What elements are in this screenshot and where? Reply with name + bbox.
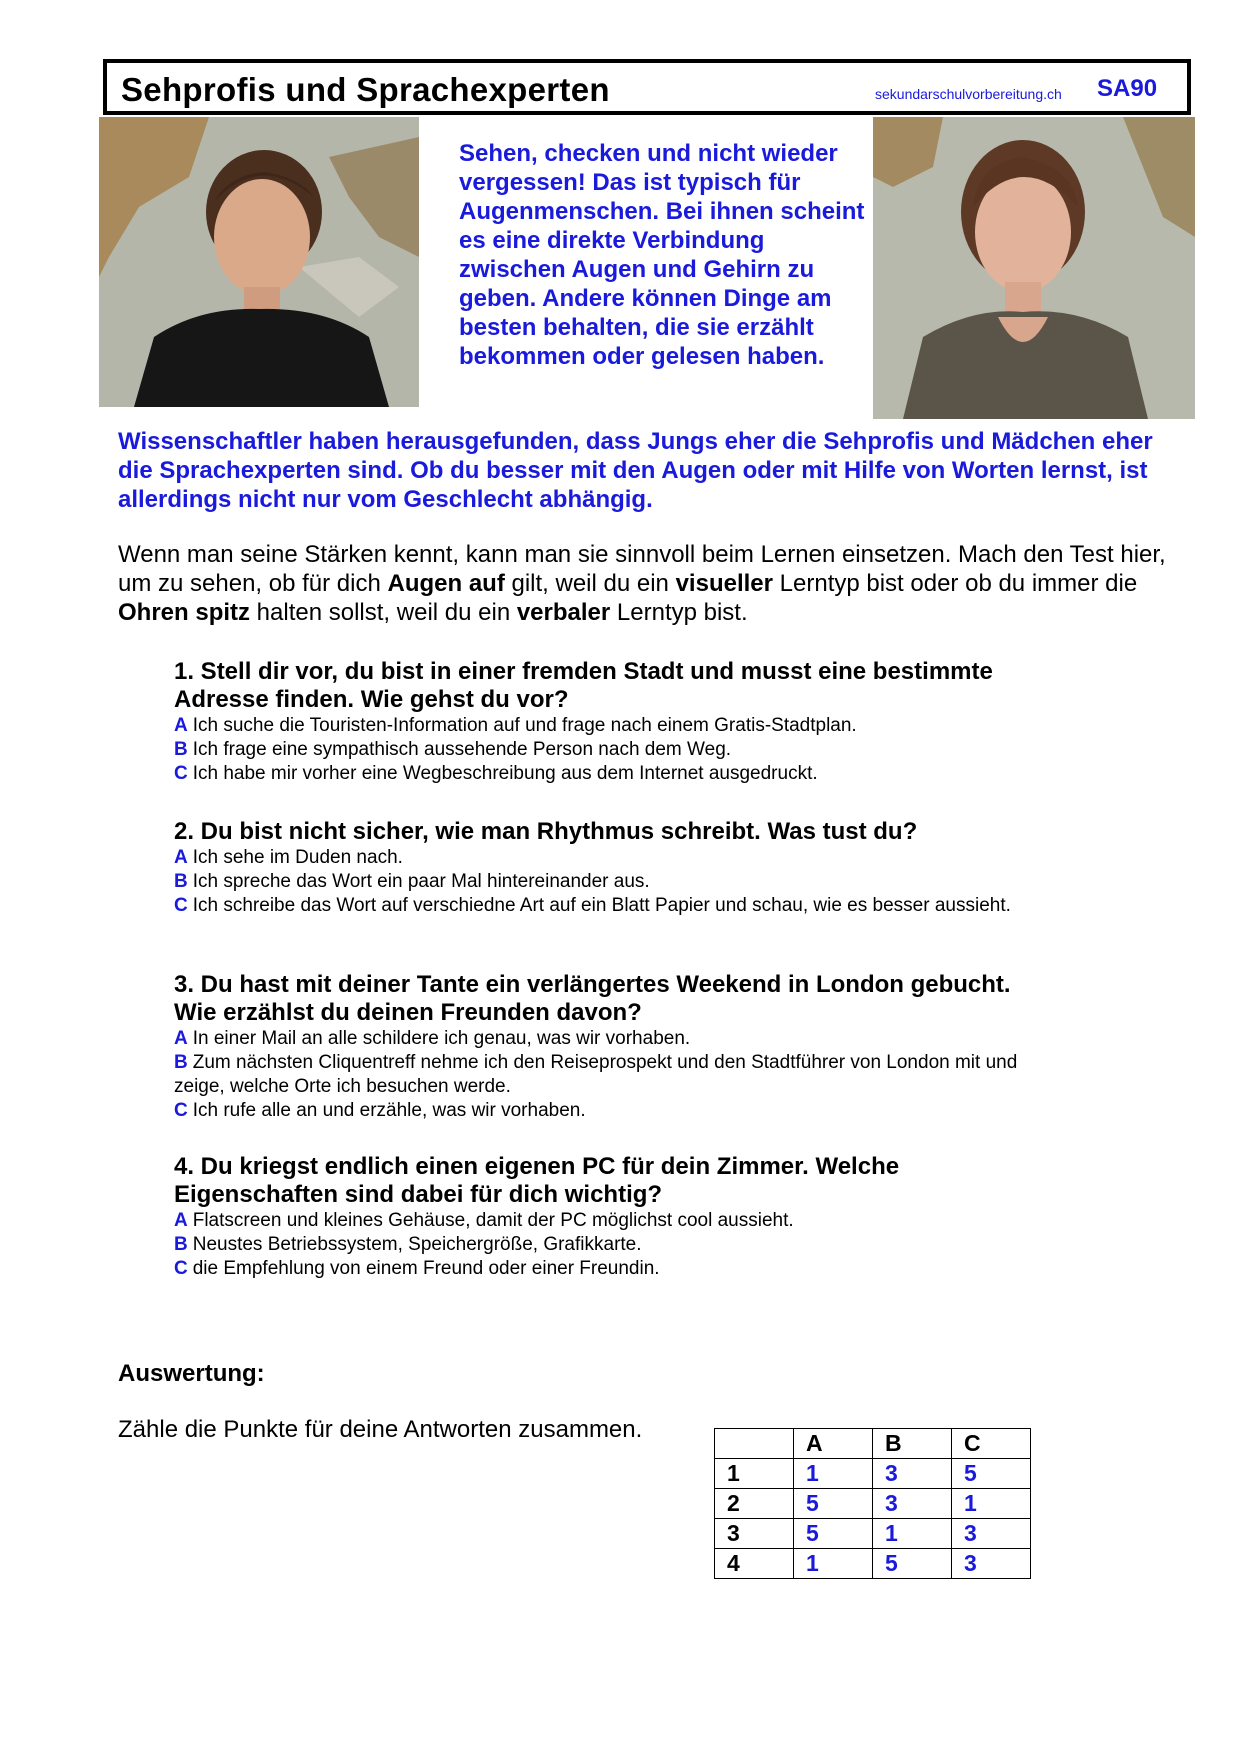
table-header-row [715, 1429, 1031, 1459]
boy-portrait [99, 117, 419, 407]
option-text: Ich rufe alle an und erzähle, was wir vorhaben. [192, 1100, 586, 1121]
body-text-part: Wenn man seine Stärken kennt, kann man sie sinnvoll beim Lernen einsetzen. Mach den Test hier, um zu sehen, ob für dich [118, 541, 1166, 597]
row-label: 2 [715, 1489, 794, 1519]
option-letter: A [174, 847, 188, 868]
answer-option [174, 762, 1034, 786]
page-title: Sehprofis und Sprachexperten [121, 71, 610, 108]
answer-option [174, 846, 1034, 870]
evaluation-instruction: Zähle die Punkte für deine Antworten zusammen. [118, 1416, 643, 1443]
question-1 [174, 658, 1034, 786]
body-text-part: Lerntyp bist. [610, 599, 748, 626]
option-text: Flatscreen und kleines Gehäuse, damit der PC möglichst cool aussieht. [192, 1210, 794, 1231]
body-bold-verbaler: verbaler [516, 599, 611, 626]
body-bold-visueller: visueller [675, 570, 773, 597]
question-title: 2. Du bist nicht sicher, wie man Rhythmus schreibt. Was tust du? [174, 818, 918, 845]
worksheet-code: SA90 [1097, 75, 1158, 102]
table-header-cell: C [952, 1429, 1031, 1459]
body-text-part: Lerntyp bist oder ob du immer die [772, 570, 1138, 597]
question-2 [174, 818, 1034, 918]
option-letter: B [174, 739, 188, 760]
option-letter: A [174, 1210, 188, 1231]
question-3 [174, 971, 1034, 1123]
option-text: Ich suche die Touristen-Information auf und frage nach einem Gratis-Stadtplan. [192, 715, 857, 736]
table-row [715, 1459, 1031, 1489]
option-letter: C [174, 763, 188, 784]
question-title: 3. Du hast mit deiner Tante ein verlängertes Weekend in London gebucht. Wie erzählst du deinen Freunden davon? [174, 971, 1011, 1026]
table-row [715, 1549, 1031, 1579]
answer-option [174, 1051, 1034, 1099]
option-letter: C [174, 895, 188, 916]
option-letter: B [174, 1052, 188, 1073]
answer-option [174, 1209, 1034, 1233]
score-cell: 1 [794, 1549, 873, 1579]
body-bold-augen-auf: Augen auf [387, 570, 505, 597]
score-table [714, 1428, 1031, 1579]
lead-paragraph: Wissenschaftler haben herausgefunden, dass Jungs eher die Sehprofis und Mädchen eher die Sprachexperten sind. Ob du besser mit den Augen oder mit Hilfe von Worten lernst, ist allerdings nicht nur vom Geschlecht abhängig. [118, 428, 1153, 513]
option-text: Ich frage eine sympathisch aussehende Person nach dem Weg. [192, 739, 732, 760]
body-text-part: halten sollst, weil du ein [250, 599, 517, 626]
option-text: Neustes Betriebssystem, Speichergröße, Grafikkarte. [192, 1234, 642, 1255]
option-letter: B [174, 1234, 188, 1255]
option-text: Ich sehe im Duden nach. [192, 847, 403, 868]
option-letter: B [174, 871, 188, 892]
option-text: Ich schreibe das Wort auf verschiedne Art auf ein Blatt Papier und schau, wie es besser aussieht. [192, 895, 1011, 916]
option-text: Ich spreche das Wort ein paar Mal hintereinander aus. [192, 871, 650, 892]
score-cell: 3 [873, 1459, 952, 1489]
score-cell: 3 [952, 1519, 1031, 1549]
answer-option [174, 894, 1034, 918]
score-cell: 3 [952, 1549, 1031, 1579]
answer-option [174, 870, 1034, 894]
girl-portrait [873, 117, 1195, 419]
option-letter: A [174, 715, 188, 736]
table-header-cell [715, 1429, 794, 1459]
option-letter: C [174, 1258, 188, 1279]
answer-option [174, 1233, 1034, 1257]
score-cell: 5 [873, 1549, 952, 1579]
evaluation-heading: Auswertung: [118, 1360, 265, 1387]
score-cell: 1 [952, 1489, 1031, 1519]
row-label: 3 [715, 1519, 794, 1549]
body-bold-ohren-spitz: Ohren spitz [118, 599, 251, 626]
table-header-cell: B [873, 1429, 952, 1459]
score-cell: 3 [873, 1489, 952, 1519]
question-title: 4. Du kriegst endlich einen eigenen PC für dein Zimmer. Welche Eigenschaften sind dabei für dich wichtig? [174, 1153, 900, 1208]
header-box [103, 59, 1191, 115]
question-4 [174, 1153, 1034, 1281]
answer-option [174, 1027, 1034, 1051]
option-letter: A [174, 1028, 188, 1049]
answer-option [174, 1257, 1034, 1281]
table-row [715, 1519, 1031, 1549]
option-text: In einer Mail an alle schildere ich genau, was wir vorhaben. [192, 1028, 691, 1049]
table-row [715, 1489, 1031, 1519]
question-title: 1. Stell dir vor, du bist in einer fremden Stadt und musst eine bestimmte Adresse finden. Wie gehst du vor? [174, 658, 993, 713]
score-cell: 5 [794, 1489, 873, 1519]
body-paragraph [118, 540, 1188, 627]
intro-text: Sehen, checken und nicht wieder vergessen! Das ist typisch für Augenmenschen. Bei ihnen scheint es eine direkte Verbindung zwischen Augen und Gehirn zu geben. Andere können Dinge am besten behalten, die sie erzählt bekommen oder gelesen haben. [459, 140, 865, 370]
table-header-cell: A [794, 1429, 873, 1459]
option-text: Ich habe mir vorher eine Wegbeschreibung aus dem Internet ausgedruckt. [192, 763, 818, 784]
site-name: sekundarschulvorbereitung.ch [875, 86, 1062, 102]
option-letter: C [174, 1100, 188, 1121]
score-cell: 5 [794, 1519, 873, 1549]
score-cell: 1 [794, 1459, 873, 1489]
row-label: 1 [715, 1459, 794, 1489]
score-cell: 5 [952, 1459, 1031, 1489]
answer-option [174, 714, 1034, 738]
body-text-part: gilt, weil du ein [504, 570, 676, 597]
row-label: 4 [715, 1549, 794, 1579]
score-cell: 1 [873, 1519, 952, 1549]
answer-option [174, 738, 1034, 762]
option-text: Zum nächsten Cliquentreff nehme ich den Reiseprospekt und den Stadtführer von London mit und zeige, welche Orte ich besuchen werde. [174, 1052, 1018, 1097]
option-text: die Empfehlung von einem Freund oder einer Freundin. [192, 1258, 660, 1279]
answer-option [174, 1099, 1034, 1123]
